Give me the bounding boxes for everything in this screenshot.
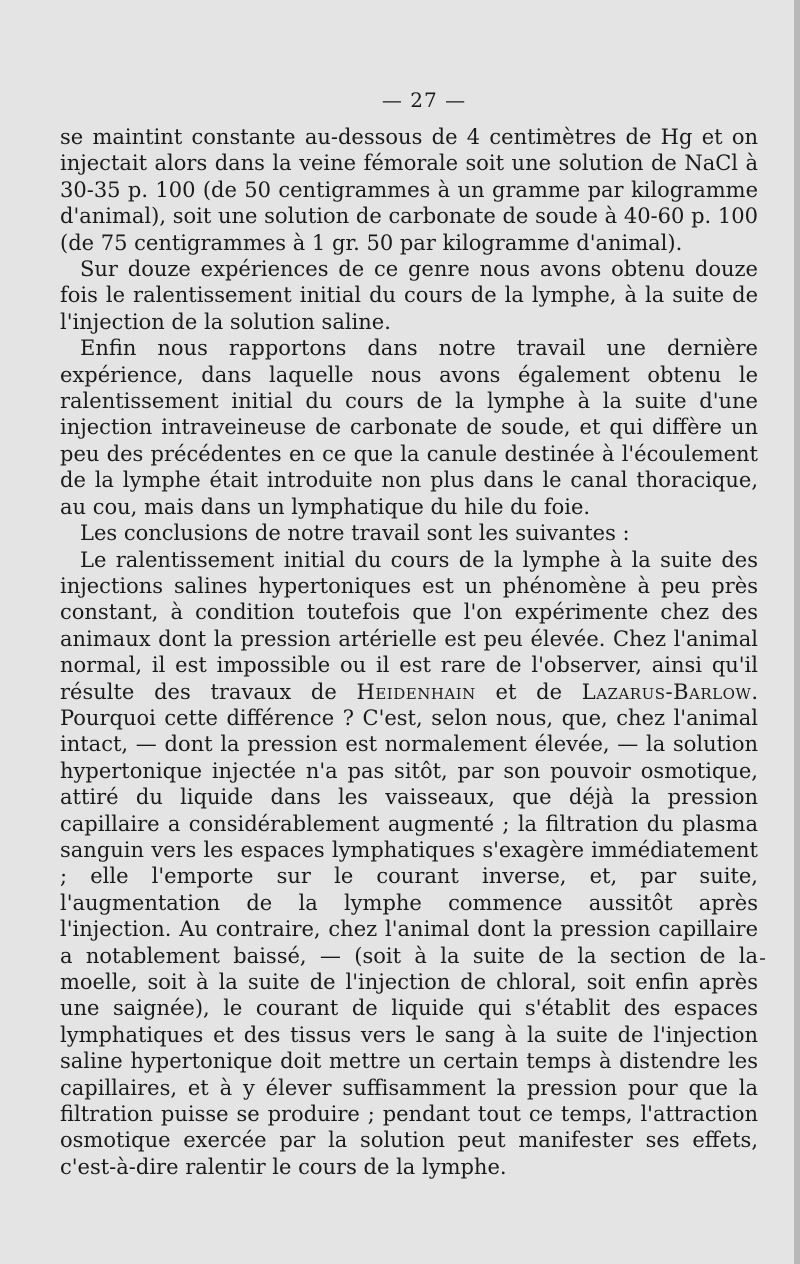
conclusion-text-2: et de <box>475 679 582 704</box>
paragraph-3: Enfin nous rapportons dans notre travail une dernière expérience, dans laquelle nous avons également obtenu le ralentissement initial du cours de la lymphe à la suite d'une injection intraveineuse de carbonate de soude, et qui diffère un peu des précédentes en ce que la canule destinée à l'écoulement de la lymphe était introduite non plus dans le canal thoracique, au cou, mais dans un lymphatique du hile du foie. <box>60 336 758 519</box>
page-edge-shadow <box>794 0 800 1264</box>
page-number: — 27 — <box>381 88 467 112</box>
body-text <box>60 124 758 1180</box>
paragraph-1: se maintint constante au-dessous de 4 centimètres de Hg et on injectait alors dans la veine fémorale soit une solution de NaCl à 30-35 p. 100 (de 50 centigrammes à un gramme par kilogramme d'animal), soit une solution de carbonate de soude à 40-60 p. 100 (de 75 centigrammes à 1 gr. 50 par kilogramme d'animal). <box>60 125 758 255</box>
author-heidenhain: Heidenhain <box>356 679 476 704</box>
paragraph-4: Les conclusions de notre travail sont les suivantes : <box>80 521 630 546</box>
ink-speck <box>760 958 765 960</box>
author-lazarus-barlow: Lazarus-Barlow <box>581 679 752 704</box>
conclusion-text-1: Le ralentissement initial du cours de la lymphe à la suite des injections salines hypertoniques est un phénomène à peu près constant, à condition toutefois que l'on expérimente chez des animaux dont la pression artérielle est peu élevée. Chez l'animal normal, il est impossible ou il est rare de l'observer, ainsi qu'il résulte des travaux de <box>60 547 758 704</box>
paragraph-5 <box>60 547 758 1181</box>
paragraph-2: Sur douze expériences de ce genre nous avons obtenu douze fois le ralentissement initial du cours de la lymphe, à la suite de l'injection de la solution saline. <box>60 257 758 334</box>
conclusion-text-3: . Pourquoi cette différence ? C'est, selon nous, que, chez l'animal intact, — dont la pression est normalement élevée, — la solution hypertonique injectée n'a pas sitôt, par son pouvoir osmotique, attiré du liquide dans les vaisseaux, que déjà la pression capillaire a considérablement augmenté ; la filtration du plasma sanguin vers les espaces lymphatiques s'exagère immédiatement ; elle l'emporte sur le courant inverse, et, par suite, l'augmentation de la lymphe commence aussitôt après l'injection. Au contraire, chez l'animal dont la pression capillaire a notablement baissé, — (soit à la suite de la section de la moelle, soit à la suite de l'injection de chloral, soit enfin après une saignée), le courant de liquide qui s'établit des espaces lymphatiques et des tissus vers le sang à la suite de l'injection saline hypertonique doit mettre un certain temps à distendre les capillaires, et à y élever suffisamment la pression pour que la filtration puisse se produire ; pendant tout ce temps, l'attraction osmotique exercée par la solution peut manifester ses effets, c'est-à-dire ralentir le cours de la lymphe. <box>60 679 759 1179</box>
